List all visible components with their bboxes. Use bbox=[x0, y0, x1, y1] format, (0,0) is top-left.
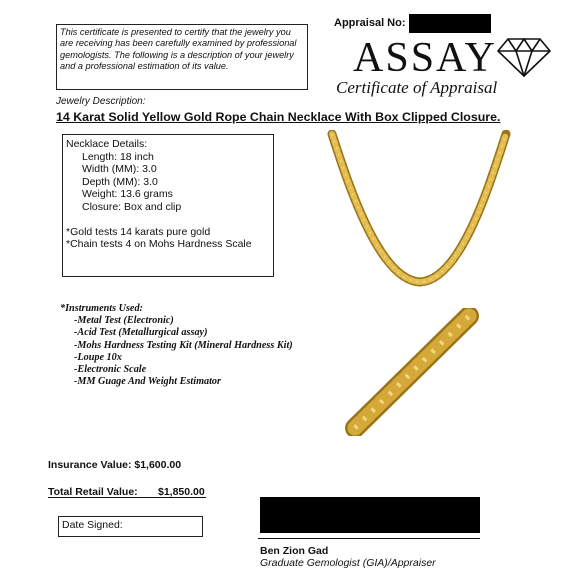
diamond-icon bbox=[496, 36, 552, 78]
appraisal-number-label: Appraisal No: bbox=[334, 17, 406, 29]
chain-closeup-photo bbox=[345, 308, 480, 436]
intro-line: gemologists. The following is a description of your jewelry bbox=[60, 49, 294, 60]
retail-value-amount: $1,850.00 bbox=[158, 486, 205, 498]
description-title: 14 Karat Solid Yellow Gold Rope Chain Necklace With Box Clipped Closure. bbox=[56, 110, 501, 124]
instrument-item: -Mohs Hardness Testing Kit (Mineral Hardness Kit) bbox=[74, 339, 293, 351]
date-signed-field bbox=[58, 516, 203, 537]
signature-redaction bbox=[260, 497, 480, 533]
detail-item: Closure: Box and clip bbox=[82, 200, 182, 213]
instrument-item: -Electronic Scale bbox=[74, 364, 147, 376]
details-heading: Necklace Details: bbox=[66, 138, 148, 150]
instrument-item: -Acid Test (Metallurgical assay) bbox=[74, 327, 208, 339]
appraiser-title: Graduate Gemologist (GIA)/Appraiser bbox=[260, 557, 436, 569]
appraisal-number-redaction bbox=[409, 14, 491, 33]
detail-item: Length: 18 inch bbox=[82, 150, 154, 163]
brand-subtitle: Certificate of Appraisal bbox=[336, 78, 498, 97]
detail-item: Weight: 13.6 grams bbox=[82, 188, 173, 201]
retail-underline bbox=[48, 497, 206, 498]
appraiser-name: Ben Zion Gad bbox=[260, 545, 329, 557]
detail-item: Width (MM): 3.0 bbox=[82, 163, 157, 176]
detail-item: Depth (MM): 3.0 bbox=[82, 175, 158, 188]
intro-statement bbox=[60, 27, 304, 73]
intro-line: This certificate is presented to certify that the jewelry you bbox=[60, 27, 291, 37]
instrument-item: -Loupe 10x bbox=[74, 351, 122, 363]
brand-title: ASSAY bbox=[353, 35, 497, 81]
detail-note: *Gold tests 14 karats pure gold bbox=[66, 225, 211, 238]
instrument-item: -MM Guage And Weight Estimator bbox=[74, 376, 221, 388]
instruments-heading: *Instruments Used: bbox=[60, 303, 143, 314]
instrument-item: -Metal Test (Electronic) bbox=[74, 315, 174, 327]
intro-line: are receiving has been carefully examined by professional bbox=[60, 38, 297, 49]
necklace-photo bbox=[320, 130, 520, 300]
signature-line bbox=[258, 538, 480, 539]
date-signed-label: Date Signed: bbox=[62, 519, 123, 531]
insurance-value: Insurance Value: $1,600.00 bbox=[48, 459, 182, 471]
instruments-list bbox=[60, 303, 293, 388]
detail-note: *Chain tests 4 on Mohs Hardness Scale bbox=[66, 238, 252, 251]
necklace-details-box bbox=[62, 134, 274, 277]
intro-line: and a professional estimation of its value. bbox=[60, 61, 229, 72]
description-label: Jewelry Description: bbox=[56, 96, 146, 107]
retail-value-label: Total Retail Value: bbox=[48, 486, 138, 498]
intro-statement-box bbox=[56, 24, 308, 90]
